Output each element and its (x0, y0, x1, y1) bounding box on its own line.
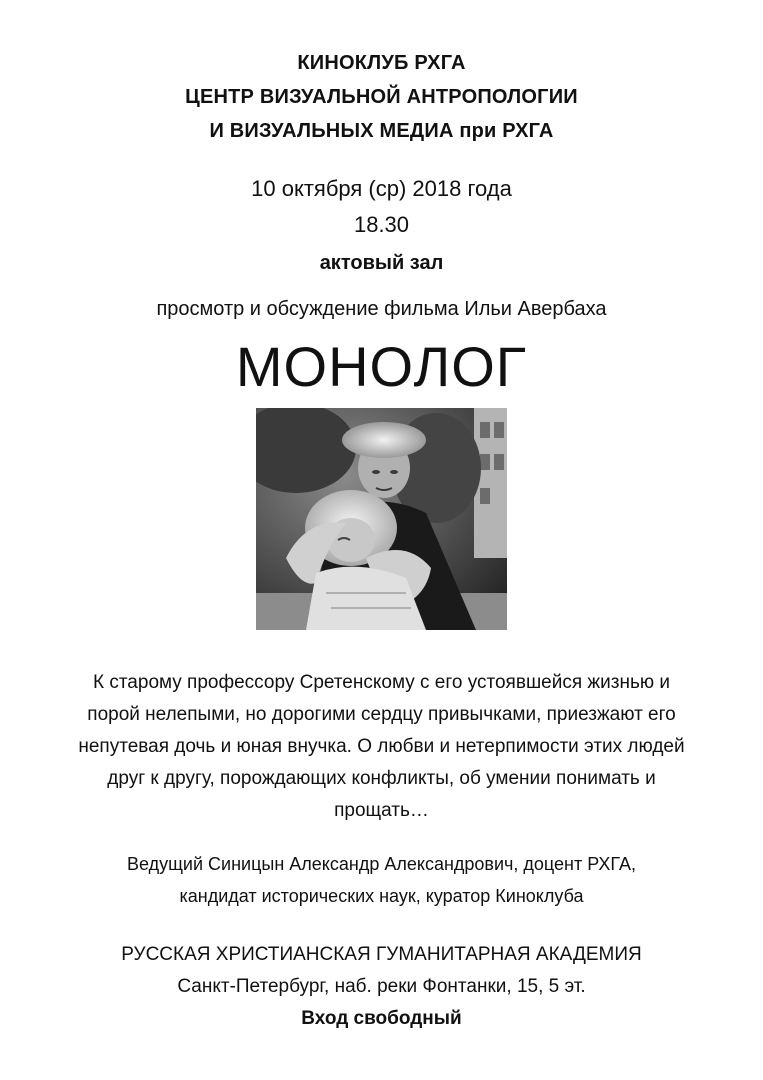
host-line: кандидат исторических наук, куратор Киноклуба (179, 886, 584, 906)
film-still-photo (256, 408, 507, 630)
header-center-name: ЦЕНТР ВИЗУАЛЬНОЙ АНТРОПОЛОГИИ (185, 86, 578, 108)
header-center-name-continued: И ВИЗУАЛЬНЫХ МЕДИА при РХГА (209, 120, 554, 142)
description-line: друг к другу, порождающих конфликты, об умении понимать и (107, 768, 656, 789)
host-line: Ведущий Синицын Александр Александрович, доцент РХГА, (127, 854, 636, 874)
film-subtitle: просмотр и обсуждение фильма Ильи Авербаха (156, 298, 607, 320)
description-line: К старому профессору Сретенскому с его устоявшейся жизнью и (92, 672, 671, 693)
description-line: прощать… (334, 800, 429, 821)
academy-address: Санкт-Петербург, наб. реки Фонтанки, 15, 5 эт. (177, 976, 586, 997)
description-line: порой нелепыми, но дорогими сердцу привычками, приезжают его (87, 704, 676, 725)
event-time: 18.30 (353, 212, 410, 237)
description-line: непутевая дочь и юная внучка. О любви и нетерпимости этих людей (78, 736, 685, 757)
film-title: МОНОЛОГ (235, 335, 528, 398)
header-club-name: КИНОКЛУБ РХГА (297, 52, 466, 74)
event-date: 10 октября (ср) 2018 года (251, 176, 512, 201)
free-entry-note: Вход свободный (301, 1008, 462, 1029)
event-hall: актовый зал (319, 252, 444, 274)
academy-name: РУССКАЯ ХРИСТИАНСКАЯ ГУМАНИТАРНАЯ АКАДЕМИЯ (121, 944, 642, 965)
